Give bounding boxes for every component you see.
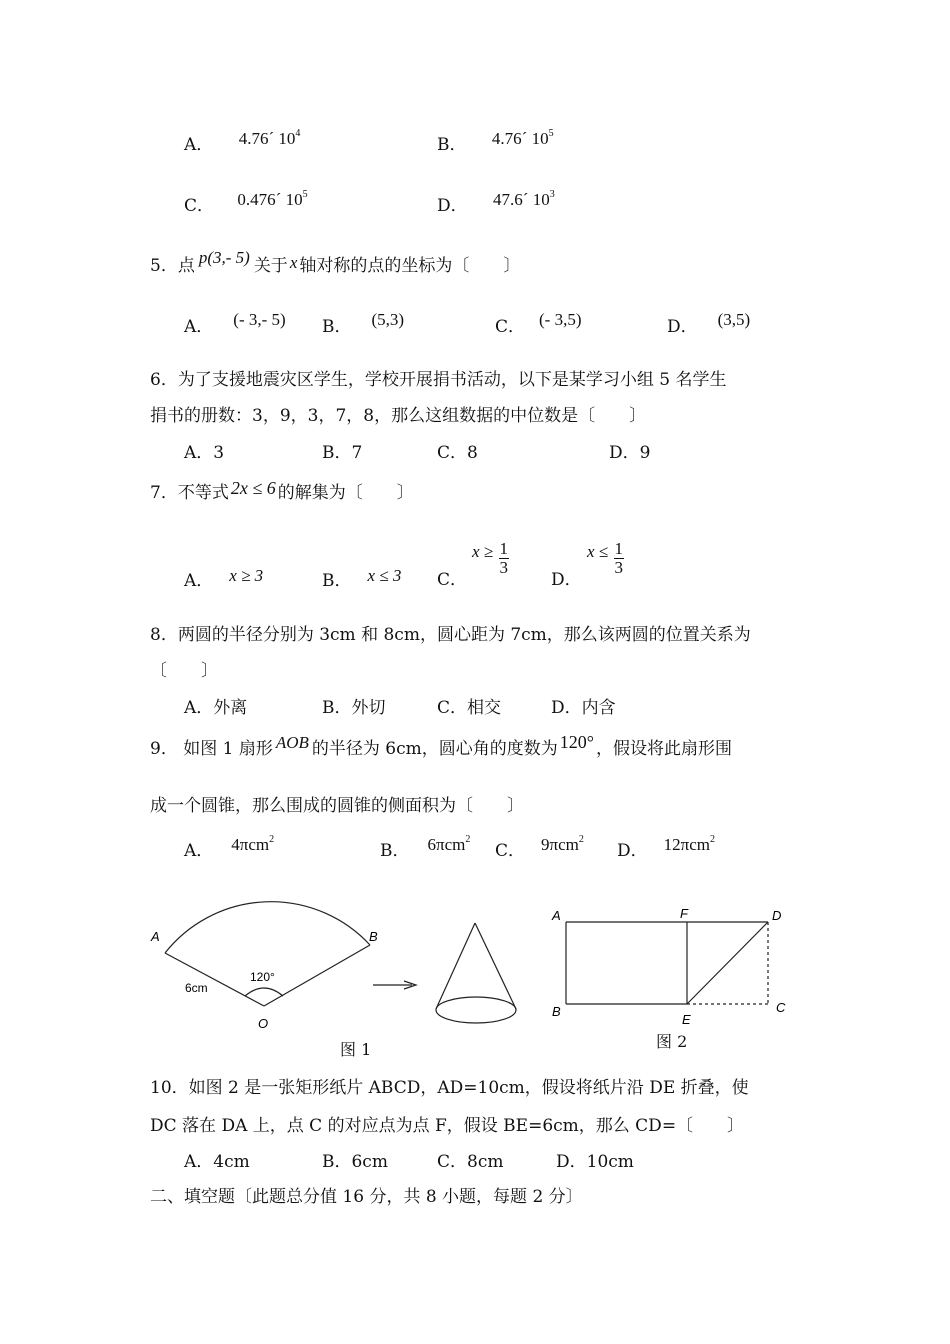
q7-option-a: A． x ≥ 3: [184, 566, 264, 591]
cone-side-right: [475, 923, 516, 1009]
q10-line2: DC 落在 DA 上，点 C 的对应点为点 F，假设 BE=6cm，那么 CD=〔 〕: [150, 1116, 745, 1136]
q4-option-a: A． 4.76´ $10^4$: [184, 128, 301, 155]
q5-option-c: C． (- 3,5): [495, 310, 582, 337]
q9-angle: 120°: [559, 732, 594, 752]
q7-option-d-value: x ≤ $\frac{1}{3}$: [587, 539, 624, 577]
fold-line-de: [687, 922, 768, 1004]
q5-option-a: A． (- 3,- 5): [184, 310, 286, 337]
q9-option-a: A． 4πcm$^2$: [184, 834, 275, 861]
q6-line2: 捐书的册数：3，9，3，7，8，那么这组数据的中位数是〔 〕: [150, 406, 647, 426]
fraction: $\frac{1}{3}$: [614, 539, 624, 577]
q8-option-d: D．内含: [551, 698, 616, 718]
q9-sector: AOB: [275, 733, 309, 752]
figure-2-caption: 图 2: [656, 1032, 688, 1051]
label-a: A: [151, 929, 160, 944]
figure-1-caption: 图 1: [340, 1040, 372, 1059]
q5-option-d: D． (3,5): [667, 310, 751, 337]
cone-base: [436, 997, 516, 1023]
q6-line1: 6．为了支援地震灾区学生，学校开展捐书活动，以下是某学习小组 5 名学生: [150, 370, 727, 390]
angle-arc: [245, 988, 283, 996]
q9-option-d: D． 12πcm$^2$: [617, 834, 715, 861]
q9-line2: 成一个圆锥，那么围成的圆锥的侧面积为〔 〕: [150, 796, 524, 816]
q6-option-c: C．8: [437, 443, 478, 463]
figure-1: [140, 885, 540, 1065]
cone-side-left: [436, 923, 475, 1009]
q9-option-b: B． 6πcm$^2$: [380, 834, 471, 861]
q4-option-c: C． 0.476´ $10^5$: [184, 189, 308, 216]
label-c: C: [776, 1000, 786, 1015]
q4-option-b: B． 4.76´ $10^5$: [437, 128, 554, 155]
q7-option-c: C．: [437, 570, 468, 590]
label-d: D: [772, 908, 782, 923]
q5-point: p(3,- 5): [198, 248, 250, 267]
q10-option-d: D．10cm: [556, 1152, 634, 1172]
label-e: E: [682, 1012, 691, 1027]
q6-option-a: A．3: [184, 443, 225, 463]
q7-option-c-value: x ≥ $\frac{1}{3}$: [472, 539, 509, 577]
figure-2: [548, 900, 798, 1030]
label-b: B: [369, 929, 378, 944]
sector-radius-ob: [264, 945, 370, 1006]
label-angle: 120°: [250, 970, 275, 984]
q8-option-c: C．相交: [437, 698, 502, 718]
q8-option-b: B．外切: [322, 698, 386, 718]
label-radius: 6cm: [185, 981, 208, 995]
label-b: B: [552, 1004, 561, 1019]
q10-option-a: A．4cm: [184, 1152, 250, 1172]
sector-arc: [165, 902, 370, 953]
q7-inequality: 2x ≤ 6: [230, 478, 276, 498]
q8-option-a: A．外离: [184, 698, 248, 718]
label-a: A: [552, 908, 561, 923]
q8-line1: 8．两圆的半径分别为 3cm 和 8cm，圆心距为 7cm，那么该两圆的位置关系为: [150, 625, 751, 645]
q4-option-d: D． 47.6´ $10^3$: [437, 189, 555, 216]
q7-option-b: B． x ≤ 3: [322, 566, 402, 591]
q6-option-d: D．9: [609, 443, 651, 463]
q8-line2: 〔 〕: [150, 661, 218, 681]
q5-stem: 5．点 p(3,- 5) 关于 x 轴对称的点的坐标为〔 〕: [150, 248, 521, 276]
q10-option-c: C．8cm: [437, 1152, 504, 1172]
q7-stem: 7．不等式 2x ≤ 6 的解集为〔 〕: [150, 478, 414, 503]
q7-option-d: D．: [551, 570, 582, 590]
q10-option-b: B．6cm: [322, 1152, 388, 1172]
q10-line1: 10．如图 2 是一张矩形纸片 ABCD，AD=10cm，假设将纸片沿 DE 折叠，使: [150, 1078, 749, 1098]
q9-option-c: C． 9πcm$^2$: [495, 834, 584, 861]
q9-stem: 9． 如图 1 扇形 AOB 的半径为 6cm，圆心角的度数为 120° ，假设将此扇形围: [150, 732, 732, 759]
fraction: $\frac{1}{3}$: [499, 539, 509, 577]
q6-option-b: B．7: [322, 443, 363, 463]
label-o: O: [258, 1016, 269, 1031]
label-f: F: [680, 906, 688, 921]
q5-option-b: B． (5,3): [322, 310, 405, 337]
section-2-heading: 二、填空题〔此题总分值 16 分，共 8 小题，每题 2 分〕: [150, 1187, 583, 1207]
